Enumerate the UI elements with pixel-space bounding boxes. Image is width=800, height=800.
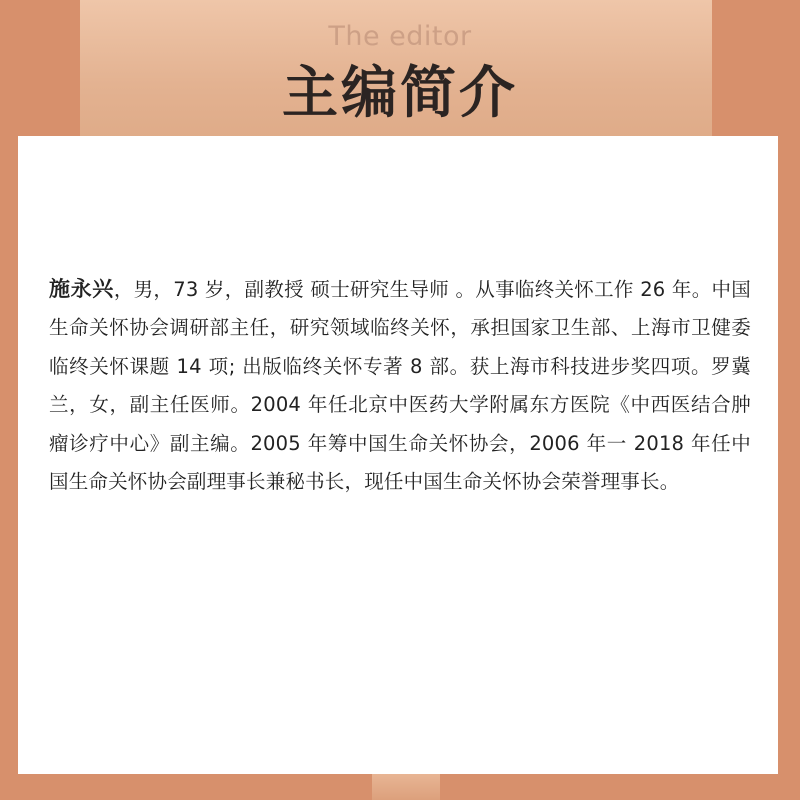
content-card [18,136,778,774]
bottom-tab-decoration [372,774,440,800]
editor-bio [49,270,751,503]
page-title: 主编简介 [282,61,518,126]
editor-name: 施永兴 [49,276,114,301]
editor-bio-text: ，男，73 岁，副教授 硕士研究生导师 。从事临终关怀工作 26 年。中国生命关怀协会调研部主任，研究领域临终关怀，承担国家卫生部、上海市卫健委临终关怀课题 14 项; 出版临终关怀专著 8 部。获上海市科技进步奖四项。罗冀兰，女，副主任医师。2004 年任北京中医药大学附属东方医院《中西医结合肿瘤诊疗中心》副主编。2005 年筹中国生命关怀协会，2006 年一 2018 年任中国生命关怀协会副理事长兼秘书长，现任中国生命关怀协会荣誉理事长。 [49,277,752,494]
header-subtitle: The editor [328,21,472,52]
